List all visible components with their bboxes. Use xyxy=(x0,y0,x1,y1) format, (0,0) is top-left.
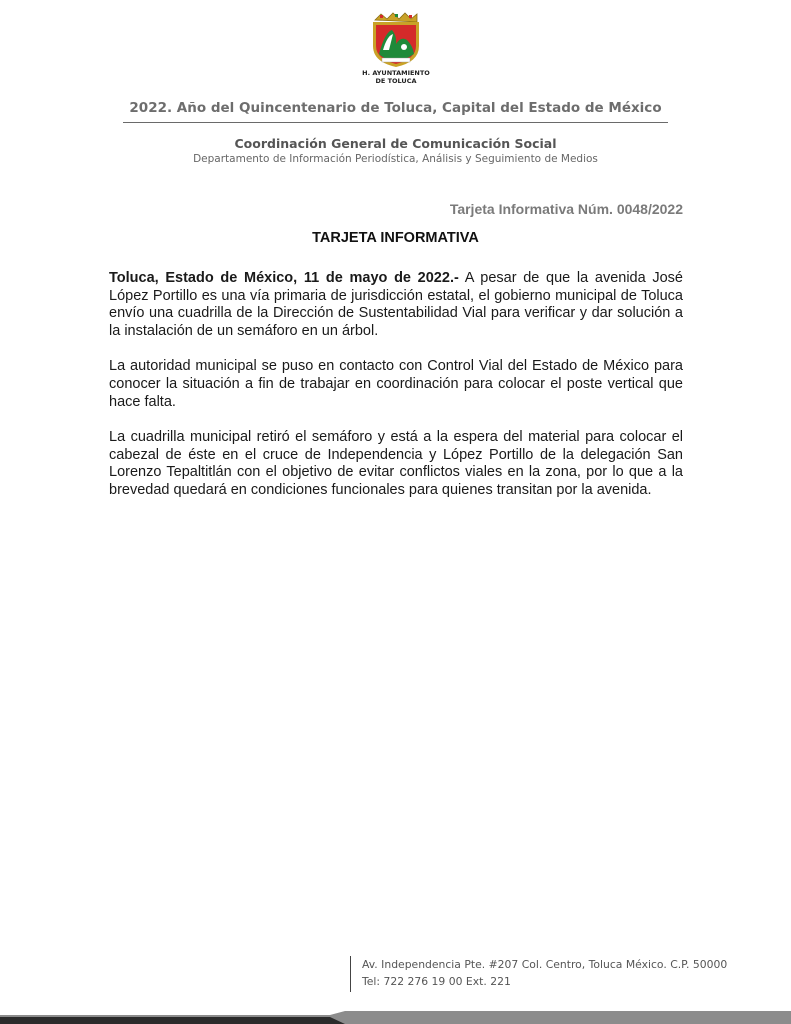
paragraph-3: La cuadrilla municipal retiró el semáforo y está a la espera del material para colocar el cabezal de éste en el cruce de Independencia y López Portillo de la delegación San Lorenzo Tepaltitlán con el objetivo de evitar conflictos viales en la zona, por lo que a la brevedad quedará en condiciones funcionales para quienes transitan por la avenida. xyxy=(109,429,683,498)
coordination-name: Coordinación General de Comunicación Social xyxy=(234,136,557,151)
reference-number: Tarjeta Informativa Núm. 0048/2022 xyxy=(449,201,683,217)
footer-address: Av. Independencia Pte. #207 Col. Centro, Toluca México. C.P. 50000 xyxy=(362,958,728,971)
header-divider xyxy=(123,122,668,123)
paragraph-2: La autoridad municipal se puso en contacto con Control Vial del Estado de México para conocer la situación a fin de trabajar en coordinación para colocar el poste vertical que hace falta. xyxy=(109,358,683,410)
paragraph-1-lead: Toluca, Estado de México, 11 de mayo de 2022.- xyxy=(109,270,459,286)
document-title: TARJETA INFORMATIVA xyxy=(312,230,479,246)
paragraph-1 xyxy=(109,270,683,340)
footer-phone: Tel: 722 276 19 00 Ext. 221 xyxy=(362,975,511,988)
logo-caption-line2: DE TOLUCA xyxy=(375,76,417,85)
department-name: Departamento de Información Periodística, Análisis y Seguimiento de Medios xyxy=(193,153,598,165)
footer-bar xyxy=(0,1011,791,1024)
paragraph-1-text: A pesar de que la avenida José López Portillo es una vía primaria de jurisdicción estatal, el gobierno municipal de Toluca envío una cuadrilla de la Dirección de Sustentabilidad Vial para verificar y dar solución a la instalación de un semáforo en un árbol. xyxy=(109,270,683,339)
logo-caption-line1: H. AYUNTAMIENTO xyxy=(362,69,430,77)
footer-divider xyxy=(350,956,351,992)
year-motto: 2022. Año del Quincentenario de Toluca, Capital del Estado de México xyxy=(129,100,662,116)
footer-bar-dark xyxy=(0,1017,345,1024)
municipal-logo xyxy=(358,12,434,85)
document-body xyxy=(109,270,683,518)
toluca-coat-of-arms-icon xyxy=(367,12,425,68)
